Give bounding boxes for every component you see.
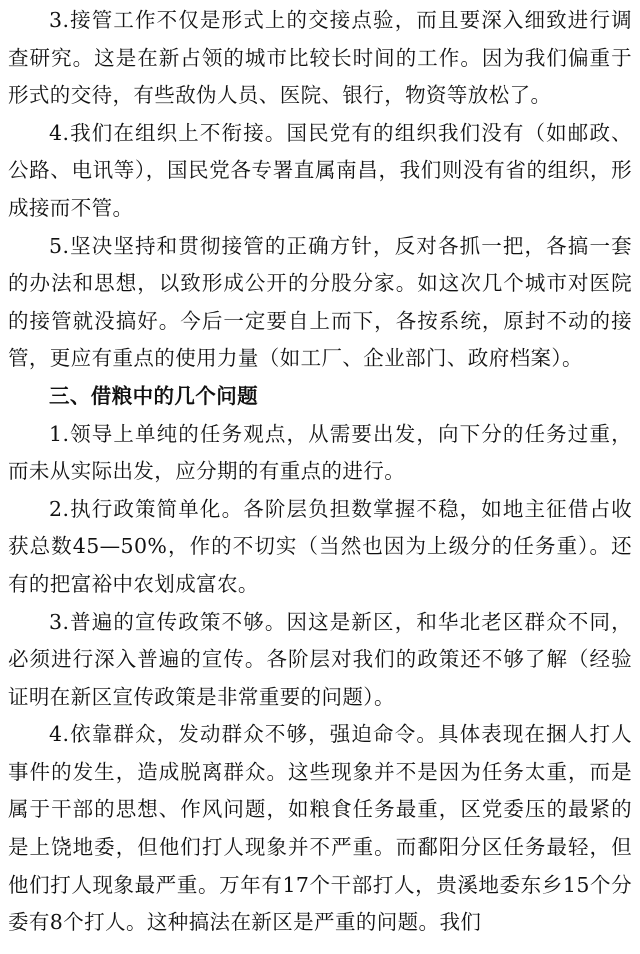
section-paragraph-1: 1.领导上单纯的任务观点，从需要出发，向下分的任务过重，而未从实际出发，应分期的有重点的进行。: [8, 421, 632, 484]
section-heading: 三、借粮中的几个问题: [49, 383, 258, 408]
paragraph-3: 3.接管工作不仅是形式上的交接点验，而且要深入细致进行调查研究。这是在新占领的城市比较长时间的工作。因为我们偏重于形式的交待，有些敌伪人员、医院、银行，物资等放松了。: [8, 8, 632, 108]
section-paragraph-2: 2.执行政策简单化。各阶层负担数掌握不稳，如地主征借占收获总数45—50%，作的不切实（当然也因为上级分的任务重）。还有的把富裕中农划成富农。: [8, 496, 632, 596]
paragraph-5: 5.坚决坚持和贯彻接管的正确方针，反对各抓一把，各搞一套的办法和思想，以致形成公开的分股分家。如这次几个城市对医院的接管就没搞好。今后一定要自上而下，各按系统，原封不动的接管，更应有重点的使用力量（如工厂、企业部门、政府档案）。: [8, 233, 632, 371]
section-paragraph-4: 4.依靠群众，发动群众不够，强迫命令。具体表现在捆人打人事件的发生，造成脱离群众。这些现象并不是因为任务太重，而是属于干部的思想、作风问题，如粮食任务最重，区党委压的最紧的是上饶地委，但他们打人现象并不严重。而鄱阳分区任务最轻，但他们打人现象最严重。万年有17个干部打人，贵溪地委东乡15个分委有8个打人。这种搞法在新区是严重的问题。我们: [8, 722, 632, 935]
section-paragraph-3: 3.普遍的宣传政策不够。因这是新区，和华北老区群众不同，必须进行深入普遍的宣传。各阶层对我们的政策还不够了解（经验证明在新区宣传政策是非常重要的问题）。: [8, 609, 632, 709]
paragraph-4: 4.我们在组织上不衔接。国民党有的组织我们没有（如邮政、公路、电讯等），国民党各专署直属南昌，我们则没有省的组织，形成接而不管。: [8, 120, 632, 220]
